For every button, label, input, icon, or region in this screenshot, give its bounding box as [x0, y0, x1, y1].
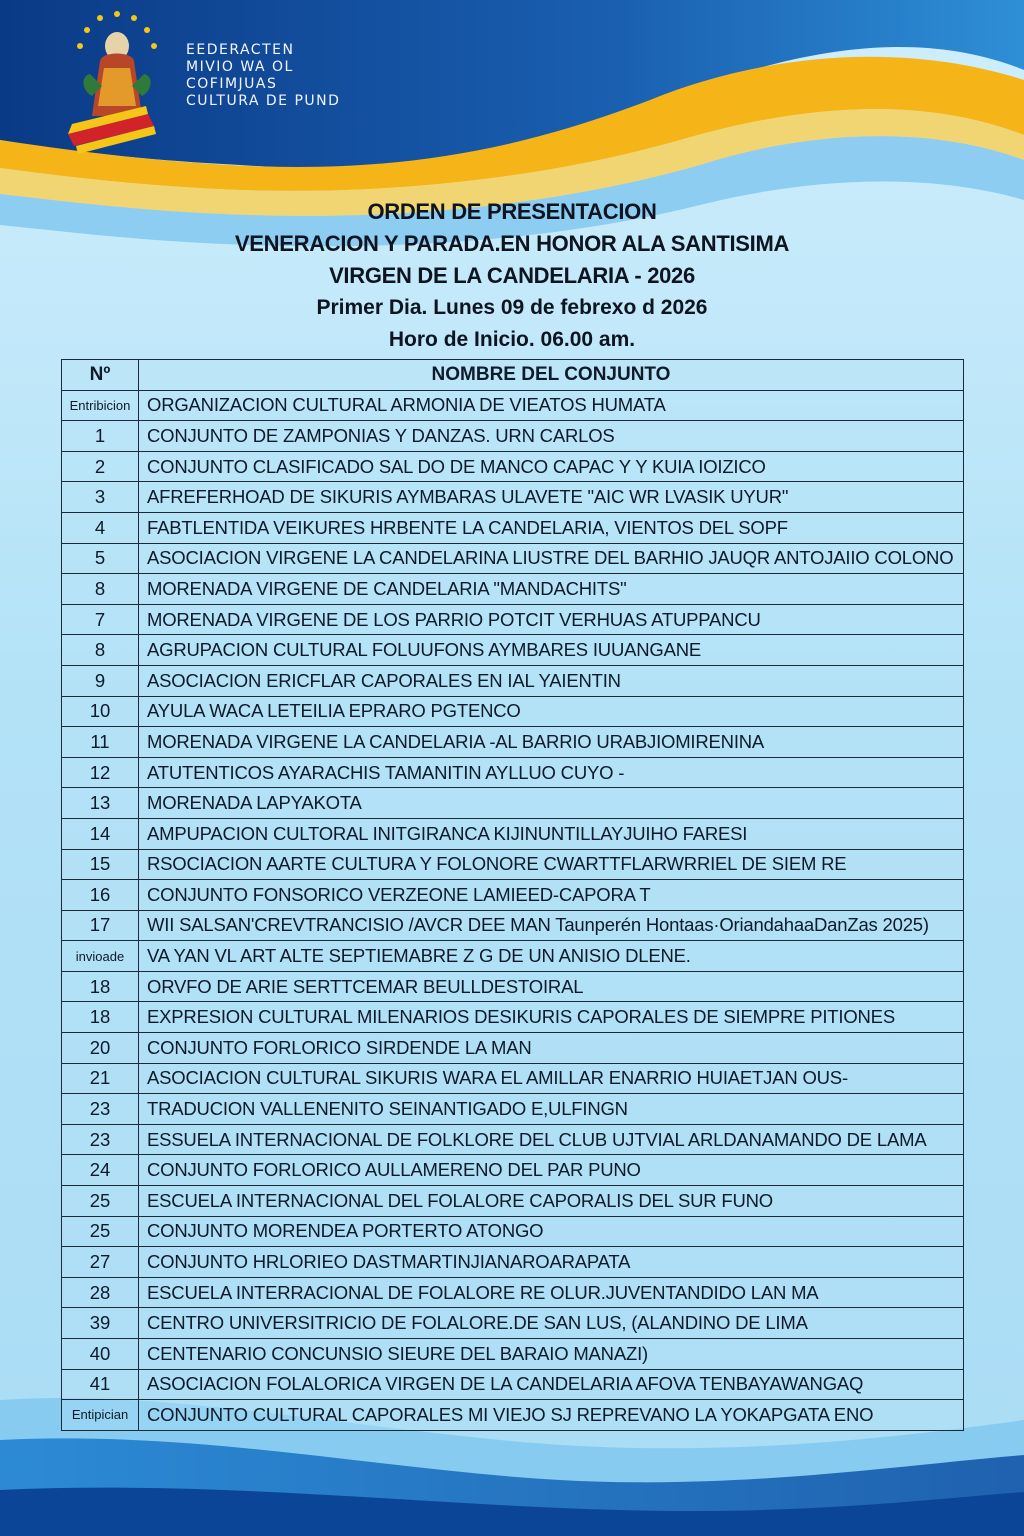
- group-name: CENTRO UNIVERSITRICIO DE FOLALORE.DE SAN LUS, (ALANDINO DE LIMA: [139, 1308, 964, 1339]
- table-row: [62, 451, 964, 482]
- group-name: CONJUNTO FONSORICO VERZEONE LAMIEED-CAPORA T: [139, 880, 964, 911]
- table-row: [62, 482, 964, 513]
- row-number: 12: [62, 757, 139, 788]
- table-row: [62, 543, 964, 574]
- group-name: ESCUELA INTERNACIONAL DEL FOLALORE CAPORALIS DEL SUR FUNO: [139, 1186, 964, 1217]
- federation-line: COFIMJUAS: [186, 76, 278, 92]
- federation-logo: [62, 6, 172, 154]
- table-row: [62, 788, 964, 819]
- table-row: [62, 1002, 964, 1033]
- row-number: 40: [62, 1339, 139, 1370]
- federation-name: [186, 42, 340, 110]
- group-name: ESCUELA INTERRACIONAL DE FOLALORE RE OLUR.JUVENTANDIDO LAN MA: [139, 1277, 964, 1308]
- row-number: 25: [62, 1216, 139, 1247]
- table-row: [62, 727, 964, 758]
- row-number: 13: [62, 788, 139, 819]
- row-number: 5: [62, 543, 139, 574]
- group-name: VA YAN VL ART ALTE SEPTIEMABRE Z G DE UN ANISIO DLENE.: [139, 941, 964, 972]
- row-number: 39: [62, 1308, 139, 1339]
- table-row: [62, 604, 964, 635]
- row-number: 23: [62, 1124, 139, 1155]
- table-header-row: [62, 360, 964, 391]
- group-name: AMPUPACION CULTORAL INITGIRANCA KIJINUNTILLAYJUIHO FARESI: [139, 818, 964, 849]
- row-number: 24: [62, 1155, 139, 1186]
- row-number: Entipician: [62, 1400, 139, 1431]
- row-number: 23: [62, 1094, 139, 1125]
- row-number: 25: [62, 1186, 139, 1217]
- table-row: [62, 1369, 964, 1400]
- group-name: AFREFERHOAD DE SIKURIS AYMBARAS ULAVETE "AIC WR LVASIK UYUR": [139, 482, 964, 513]
- group-name: EXPRESION CULTURAL MILENARIOS DESIKURIS CAPORALES DE SIEMPRE PITIONES: [139, 1002, 964, 1033]
- row-number: 18: [62, 971, 139, 1002]
- row-number: 16: [62, 880, 139, 911]
- group-name: ORVFO DE ARIE SERTTCEMAR BEULLDESTOIRAL: [139, 971, 964, 1002]
- title-line-3: VIRGEN DE LA CANDELARIA - 2026: [329, 263, 695, 288]
- row-number: 27: [62, 1247, 139, 1278]
- group-name: CONJUNTO CLASIFICADO SAL DO DE MANCO CAPAC Y Y KUIA IOIZICO: [139, 451, 964, 482]
- group-name: CONJUNTO FORLORICO AULLAMERENO DEL PAR PUNO: [139, 1155, 964, 1186]
- title-line-2: VENERACION Y PARADA.EN HONOR ALA SANTISIMA: [234, 231, 790, 256]
- federation-line: CULTURA DE PUND: [186, 93, 341, 109]
- start-time-line: Horo de Inicio. 06.00 am.: [388, 328, 636, 351]
- table-row: [62, 757, 964, 788]
- table-row: [62, 1155, 964, 1186]
- row-number: 4: [62, 512, 139, 543]
- row-number: 2: [62, 451, 139, 482]
- group-name: ASOCIACION VIRGENE LA CANDELARINA LIUSTRE DEL BARHIO JAUQR ANTOJAIIO COLONO: [139, 543, 964, 574]
- table-row: [62, 971, 964, 1002]
- table-row: [62, 849, 964, 880]
- table-row: [62, 1063, 964, 1094]
- row-number: 11: [62, 727, 139, 758]
- group-name: AGRUPACION CULTURAL FOLUUFONS AYMBARES IUUANGANE: [139, 635, 964, 666]
- group-name: TRADUCION VALLENENITO SEINANTIGADO E,ULFINGN: [139, 1094, 964, 1125]
- group-name: CONJUNTO HRLORIEO DASTMARTINJIANAROARAPATA: [139, 1247, 964, 1278]
- table-row: [62, 390, 964, 421]
- row-number: 7: [62, 604, 139, 635]
- group-name: ORGANIZACION CULTURAL ARMONIA DE VIEATOS HUMATA: [139, 390, 964, 421]
- row-number: 21: [62, 1063, 139, 1094]
- row-number: 15: [62, 849, 139, 880]
- table-row: [62, 880, 964, 911]
- group-name: ESSUELA INTERNACIONAL DE FOLKLORE DEL CLUB UJTVIAL ARLDANAMANDO DE LAMA: [139, 1124, 964, 1155]
- row-number: 8: [62, 574, 139, 605]
- group-name: WII SALSAN'CREVTRANCISIO /AVCR DEE MAN Taunperén Hontaas·OriandahaaDanZas 2025): [139, 910, 964, 941]
- federation-line: MIVIO WA OL: [186, 59, 294, 75]
- table-row: [62, 512, 964, 543]
- table-row: [62, 574, 964, 605]
- row-number: invioade: [62, 941, 139, 972]
- group-name: CONJUNTO DE ZAMPONIAS Y DANZAS. URN CARLOS: [139, 421, 964, 452]
- table-row: [62, 1124, 964, 1155]
- document-title: [0, 196, 1024, 356]
- table-row: [62, 941, 964, 972]
- group-name: MORENADA VIRGENE DE LOS PARRIO POTCIT VERHUAS ATUPPANCU: [139, 604, 964, 635]
- row-number: 8: [62, 635, 139, 666]
- table-row: [62, 696, 964, 727]
- group-name: MORENADA VIRGENE LA CANDELARIA -AL BARRIO URABJIOMIRENINA: [139, 727, 964, 758]
- row-number: 10: [62, 696, 139, 727]
- group-name: CONJUNTO CULTURAL CAPORALES MI VIEJO SJ REPREVANO LA YOKAPGATA ENO: [139, 1400, 964, 1431]
- row-number: 9: [62, 665, 139, 696]
- table-row: [62, 1277, 964, 1308]
- group-name: CONJUNTO MORENDEA PORTERTO ATONGO: [139, 1216, 964, 1247]
- table-row: [62, 1094, 964, 1125]
- table-row: [62, 1400, 964, 1431]
- table-row: [62, 1339, 964, 1370]
- group-name: FABTLENTIDA VEIKURES HRBENTE LA CANDELARIA, VIENTOS DEL SOPF: [139, 512, 964, 543]
- federation-line: EEDERACTEN: [186, 42, 295, 58]
- table-body: [62, 390, 964, 1430]
- table-row: [62, 1186, 964, 1217]
- group-name: ATUTENTICOS AYARACHIS TAMANITIN AYLLUO CUYO -: [139, 757, 964, 788]
- group-name: ASOCIACION ERICFLAR CAPORALES EN IAL YAIENTIN: [139, 665, 964, 696]
- row-number: 1: [62, 421, 139, 452]
- presentation-order-table: [61, 359, 964, 1431]
- group-name: CONJUNTO FORLORICO SIRDENDE LA MAN: [139, 1033, 964, 1064]
- group-name: RSOCIACION AARTE CULTURA Y FOLONORE CWARTTFLARWRRIEL DE SIEM RE: [139, 849, 964, 880]
- group-name: ASOCIACION CULTURAL SIKURIS WARA EL AMILLAR ENARRIO HUIAETJAN OUS-: [139, 1063, 964, 1094]
- title-line-1: ORDEN DE PRESENTACION: [367, 199, 657, 224]
- table-row: [62, 635, 964, 666]
- row-number: 18: [62, 1002, 139, 1033]
- group-name: ASOCIACION FOLALORICA VIRGEN DE LA CANDELARIA AFOVA TENBAYAWANGAQ: [139, 1369, 964, 1400]
- table-row: [62, 1247, 964, 1278]
- date-line: Primer Dia. Lunes 09 de febrexo d 2026: [316, 296, 708, 319]
- row-number: 28: [62, 1277, 139, 1308]
- row-number: 20: [62, 1033, 139, 1064]
- table-row: [62, 910, 964, 941]
- group-name: MORENADA VIRGENE DE CANDELARIA "MANDACHITS": [139, 574, 964, 605]
- table-row: [62, 818, 964, 849]
- column-header-number: Nº: [62, 360, 139, 391]
- group-name: MORENADA LAPYAKOTA: [139, 788, 964, 819]
- table-row: [62, 1308, 964, 1339]
- table-row: [62, 1216, 964, 1247]
- group-name: CENTENARIO CONCUNSIO SIEURE DEL BARAIO MANAZI): [139, 1339, 964, 1370]
- row-number: Entribicion: [62, 390, 139, 421]
- row-number: 17: [62, 910, 139, 941]
- table-row: [62, 665, 964, 696]
- table-row: [62, 421, 964, 452]
- row-number: 3: [62, 482, 139, 513]
- row-number: 41: [62, 1369, 139, 1400]
- column-header-name: NOMBRE DEL CONJUNTO: [139, 360, 964, 391]
- table-row: [62, 1033, 964, 1064]
- row-number: 14: [62, 818, 139, 849]
- group-name: AYULA WACA LETEILIA EPRARO PGTENCO: [139, 696, 964, 727]
